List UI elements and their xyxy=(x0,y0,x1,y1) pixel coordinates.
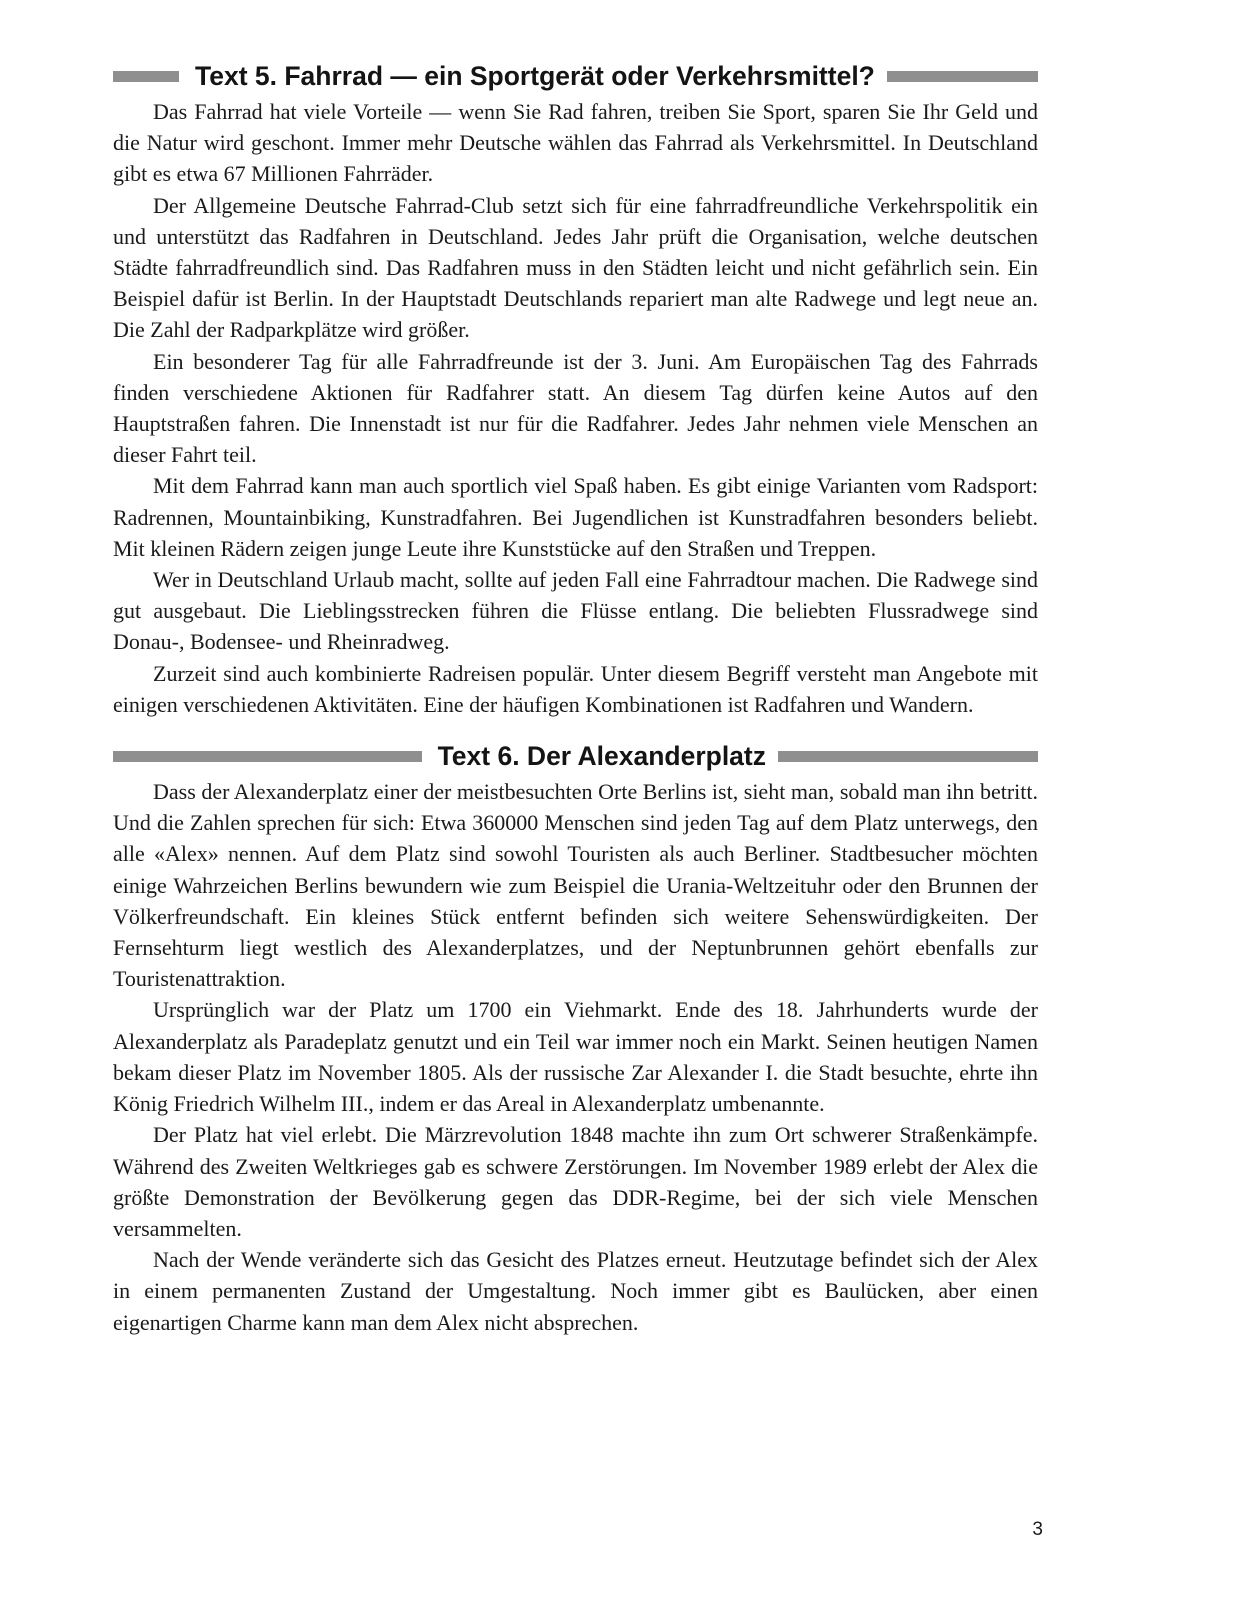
paragraph: Der Allgemeine Deutsche Fahrrad-Club setzt sich für eine fahrradfreundliche Verkehrspolitik ein und unterstützt das Radfahren in Deutschland. Jedes Jahr prüft die Organisation, welche deutschen Städte fahrradfreundlich sind. Das Radfahren muss in den Städten leicht und nicht gefährlich sein. Ein Beispiel dafür ist Berlin. In der Hauptstadt Deutschlands repariert man alte Radwege und legt neue an. Die Zahl der Radparkplätze wird größer. xyxy=(113,192,1038,343)
text6-body xyxy=(113,776,1038,1338)
paragraph: Ein besonderer Tag für alle Fahrradfreunde ist der 3. Juni. Am Europäischen Tag des Fahrrads finden verschiedene Aktionen für Radfahrer statt. An diesem Tag dürfen keine Autos auf den Hauptstraßen fahren. Die Innenstadt ist nur für die Radfahrer. Jedes Jahr nehmen viele Menschen an dieser Fahrt teil. xyxy=(113,348,1038,468)
paragraph: Dass der Alexanderplatz einer der meistbesuchten Orte Berlins ist, sieht man, sobald man ihn betritt. Und die Zahlen sprechen für sich: Etwa 360000 Menschen sind jeden Tag auf dem Platz unterwegs, den alle «Alex» nennen. Auf dem Platz sind sowohl Touristen als auch Berliner. Stadtbesucher möchten einige Wahrzeichen Berlins bewundern wie zum Beispiel die Urania-Weltzeituhr oder den Brunnen der Völkerfreundschaft. Ein kleines Stück entfernt befinden sich weitere Sehenswürdigkeiten. Der Fernsehturm liegt westlich des Alexanderplatzes, und der Neptunbrunnen gehört ebenfalls zur Touristenattraktion. xyxy=(113,779,1038,992)
page-number: 3 xyxy=(1032,1519,1043,1540)
paragraph: Wer in Deutschland Urlaub macht, sollte auf jeden Fall eine Fahrradtour machen. Die Radwege sind gut ausgebaut. Die Lieblingsstrecken führen die Flüsse entlang. Die beliebten Flussradwege sind Donau-, Bodensee- und Rheinradweg. xyxy=(113,567,1038,655)
paragraph: Das Fahrrad hat viele Vorteile — wenn Sie Rad fahren, treiben Sie Sport, sparen Sie Ihr Geld und die Natur wird geschont. Immer mehr Deutsche wählen das Fahrrad als Verkehrsmittel. In Deutschland gibt es etwa 67 Millionen Fahrräder. xyxy=(113,99,1038,187)
heading-rule-right xyxy=(887,71,1038,82)
document-page xyxy=(113,58,1038,1338)
paragraph: Ursprünglich war der Platz um 1700 ein Viehmarkt. Ende des 18. Jahrhunderts wurde der Alexanderplatz als Paradeplatz genutzt und ein Teil war immer noch ein Markt. Seinen heutigen Namen bekam dieser Platz im November 1805. Als der russische Zar Alexander I. die Stadt besuchte, ehrte ihn König Friedrich Wilhelm III., indem er das Areal in Alexanderplatz umbenannte. xyxy=(113,997,1038,1117)
paragraph: Der Platz hat viel erlebt. Die Märzrevolution 1848 machte ihn zum Ort schwerer Straßenkämpfe. Während des Zweiten Weltkrieges gab es schwere Zerstörungen. Im November 1989 erlebt der Alex die größte Demonstration der Bevölkerung gegen das DDR-Regime, bei der sich viele Menschen versammelten. xyxy=(113,1122,1038,1241)
heading-rule-left xyxy=(113,751,422,762)
paragraph: Mit dem Fahrrad kann man auch sportlich viel Spaß haben. Es gibt einige Varianten vom Radsport: Radrennen, Mountainbiking, Kunstradfahren. Bei Jugendlichen ist Kunstradfahren besonders beliebt. Mit kleinen Rädern zeigen junge Leute ihre Kunststücke auf den Straßen und Treppen. xyxy=(113,473,1038,561)
text5-title: Text 5. Fahrrad — ein Sportgerät oder Verkehrsmittel? xyxy=(195,61,875,91)
heading-rule-right xyxy=(778,751,1038,762)
text5-body xyxy=(113,96,1038,720)
paragraph: Zurzeit sind auch kombinierte Radreisen populär. Unter diesem Begriff versteht man Angebote mit einigen verschiedenen Aktivitäten. Eine der häufigen Kombinationen ist Radfahren und Wandern. xyxy=(113,660,1038,717)
text6-heading xyxy=(113,738,1038,774)
text5-heading xyxy=(113,58,1038,94)
text6-title: Text 6. Der Alexanderplatz xyxy=(437,741,766,772)
heading-rule-left xyxy=(113,71,179,82)
paragraph: Nach der Wende veränderte sich das Gesicht des Platzes erneut. Heutzutage befindet sich der Alex in einem permanenten Zustand der Umgestaltung. Noch immer gibt es Baulücken, aber einen eigenartigen Charme kann man dem Alex nicht absprechen. xyxy=(113,1247,1038,1335)
